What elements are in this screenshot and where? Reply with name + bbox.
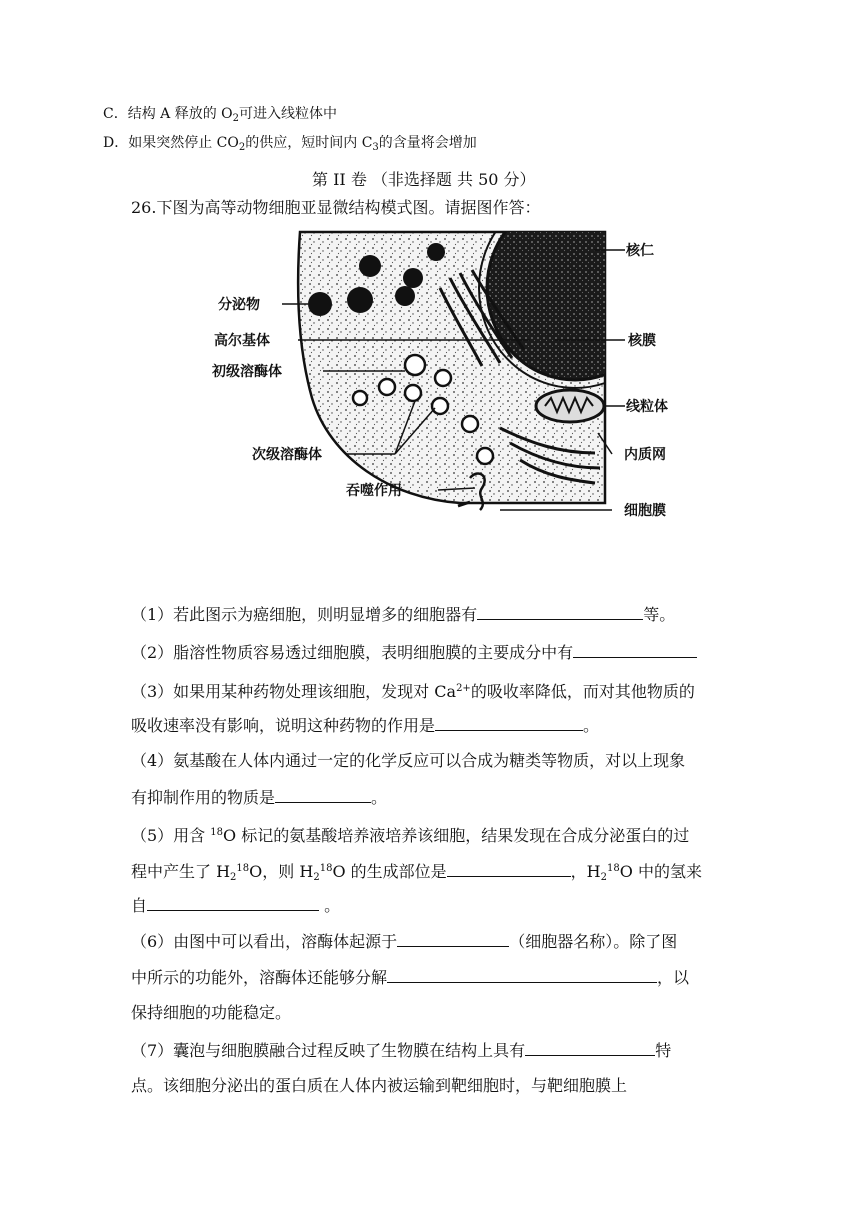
question-6-line-2: 中所示的功能外，溶酶体还能够分解 ，以: [131, 968, 690, 987]
question-4-line-1: （4）氨基酸在人体内通过一定的化学反应可以合成为糖类等物质，对以上现象: [131, 751, 686, 770]
cell-diagram: [200, 228, 700, 528]
label-secretion: 分泌物: [218, 297, 260, 313]
question-3-line-1: （3）如果用某种药物处理该细胞，发现对 $Ca^{2+}$的吸收率降低，而对其他物质的: [131, 682, 695, 701]
question-6-line-3: 保持细胞的功能稳定。: [131, 1003, 292, 1022]
question-1: （1）若此图示为癌细胞，则明显增多的细胞器有 等。: [131, 605, 676, 624]
question-2: （2）脂溶性物质容易透过细胞膜，表明细胞膜的主要成分中有: [131, 641, 697, 664]
question-7-line-1: （7）囊泡与细胞膜融合过程反映了生物膜在结构上具有 特: [131, 1041, 672, 1060]
question-5-line-2: 程中产生了 $H_2^{18}O$，则 $H_2^{18}O$ 的生成部位是 ，$H_2^{18}O$ 中的氢来: [131, 862, 702, 883]
label-golgi: 高尔基体: [214, 333, 270, 349]
option-d: D．如果突然停止 $CO_2$的供应，短时间内 $C_3$的含量将会增加: [103, 135, 477, 153]
label-cell-membrane: 细胞膜: [624, 503, 666, 519]
label-er: 内质网: [624, 447, 666, 463]
label-secondary-lysosome: 次级溶酶体: [252, 447, 322, 463]
question-6-line-1: （6）由图中可以看出，溶酶体起源于 （细胞器名称）。除了图: [131, 932, 678, 951]
answer-blank[interactable]: [477, 603, 643, 620]
answer-blank[interactable]: [147, 894, 319, 911]
question-4-line-2: 有抑制作用的物质是 。: [131, 788, 388, 807]
label-mitochondrion: 线粒体: [626, 399, 668, 415]
label-primary-lysosome: 初级溶酶体: [212, 364, 282, 380]
answer-blank[interactable]: [525, 1039, 655, 1056]
question-5-line-3: 自 。: [131, 896, 341, 915]
answer-blank[interactable]: [275, 786, 371, 803]
label-nucleolus: 核仁: [626, 243, 654, 259]
question-intro: 26.下图为高等动物细胞亚显微结构模式图。请据图作答：: [131, 198, 541, 217]
question-5-line-1: （5）用含 $^{18}$O 标记的氨基酸培养液培养该细胞，结果发现在合成分泌蛋白的过: [131, 826, 690, 845]
question-7-line-2: 点。该细胞分泌出的蛋白质在人体内被运输到靶细胞时，与靶细胞膜上: [131, 1076, 628, 1095]
label-phagocytosis: 吞噬作用: [346, 483, 402, 499]
section-title: 第 II 卷 （非选择题 共 50 分）: [312, 170, 536, 189]
answer-blank[interactable]: [387, 966, 657, 983]
question-3-line-2: 吸收速率没有影响，说明这种药物的作用是 。: [131, 716, 600, 735]
answer-blank[interactable]: [573, 641, 697, 658]
label-nuclear-membrane: 核膜: [628, 333, 656, 349]
answer-blank[interactable]: [397, 930, 509, 947]
option-c: C．结构 A 释放的 $O_2$可进入线粒体中: [103, 106, 338, 124]
answer-blank[interactable]: [447, 860, 571, 877]
answer-blank[interactable]: [435, 714, 583, 731]
